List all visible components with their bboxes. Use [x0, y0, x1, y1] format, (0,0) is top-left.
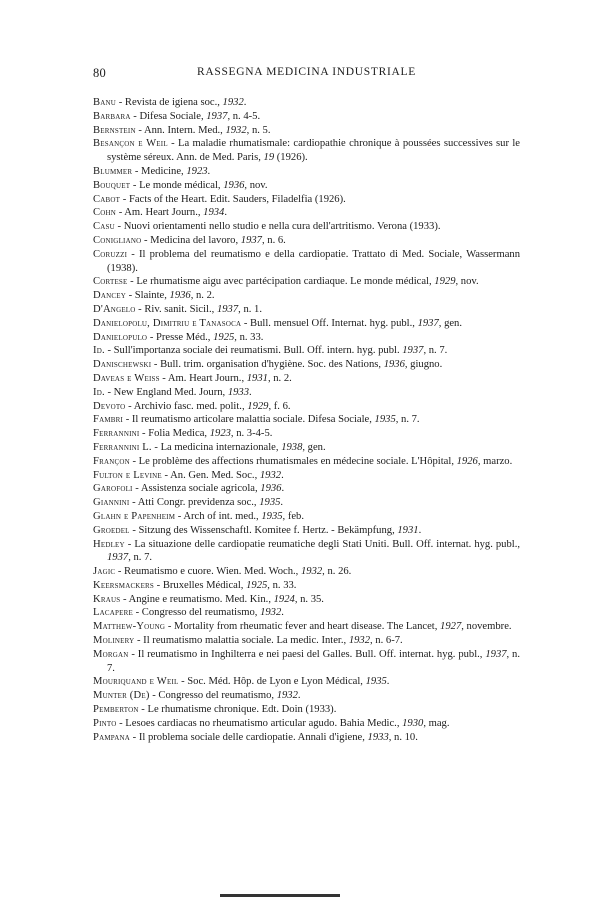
reference-year: 1932 — [259, 469, 282, 481]
reference-text: - Slainte, — [125, 290, 170, 302]
reference-author: D'Angelo — [93, 303, 136, 315]
reference-text: - Am. Heart Journ., — [159, 372, 247, 384]
reference-entry — [93, 344, 520, 358]
reference-text: - Mortality from rheumatic fever and heart disease. The Lancet, — [165, 621, 441, 633]
reference-author: Matthew-Young — [93, 621, 166, 633]
reference-entry — [93, 303, 520, 317]
reference-author: Coruzzi — [93, 248, 128, 260]
reference-author: Glahn e Papenheim — [93, 510, 176, 522]
reference-year: 1931 — [397, 524, 419, 536]
reference-entry — [93, 689, 520, 703]
reference-tail: , n. 33. — [267, 579, 297, 591]
reference-tail: (1926). — [274, 152, 308, 164]
reference-year: 1929 — [434, 276, 456, 288]
reference-entry — [93, 220, 520, 234]
reference-year: 1937 — [485, 648, 507, 660]
reference-tail: , marzo. — [477, 455, 513, 467]
reference-text: - Presse Méd., — [147, 331, 214, 343]
reference-text: - New England Med. Journ, — [104, 386, 228, 398]
reference-tail: , n. 26. — [322, 566, 352, 578]
reference-tail: , n. 1. — [238, 303, 262, 315]
reference-year: 19 — [263, 152, 275, 164]
reference-entry — [93, 179, 520, 193]
reference-year: 1937 — [206, 110, 228, 122]
reference-author: Fulton e Levine — [93, 469, 162, 481]
reference-author: Besançon e Weil — [93, 138, 168, 150]
reference-text: - Folia Medica, — [139, 428, 210, 440]
reference-text: - Riv. sanit. Sicil., — [135, 303, 217, 315]
reference-tail: , n. 7. — [107, 648, 521, 674]
reference-year: 1933 — [227, 386, 250, 398]
reference-year: 1936 — [383, 359, 405, 371]
reference-entry — [93, 524, 520, 538]
reference-author: Hedley — [93, 538, 125, 550]
reference-entry — [93, 634, 520, 648]
reference-tail: , n. 5. — [246, 124, 271, 136]
reference-author: Dancey — [93, 290, 126, 302]
reference-text: - Facts of the Heart. Edit. Sauders, Filadelfia (1926). — [120, 193, 346, 205]
reference-entry — [93, 620, 520, 634]
reference-text: - Bruxelles Médical, — [154, 579, 247, 591]
reference-text: - Il reumatismo malattia sociale. La medic. Inter., — [134, 635, 349, 647]
reference-entry — [93, 427, 520, 441]
reference-text: - Bull. trim. organisation d'hygiène. Soc. des Nations, — [151, 359, 384, 371]
reference-year: 1932 — [222, 97, 244, 108]
reference-author: Banu — [93, 97, 117, 108]
reference-entry — [93, 317, 520, 331]
reference-author: Morgan — [93, 648, 129, 660]
reference-author: Ferrannini L. — [93, 441, 152, 453]
reference-tail: , n. 35. — [294, 593, 324, 605]
reference-text: - Bull. mensuel Off. Internat. hyg. publ., — [241, 317, 418, 329]
reference-entry — [93, 538, 520, 566]
reference-text: - Le monde médical, — [130, 179, 224, 191]
reference-year: 1930 — [402, 717, 424, 729]
reference-text: - La maladie rhumatismale: cardiopathie chronique à poussées successives sur le système séreux. Ann. de Med. Paris, — [107, 138, 520, 164]
reference-year: 1935 — [261, 510, 283, 522]
reference-tail: , gen. — [438, 317, 463, 329]
reference-year: 1925 — [213, 331, 235, 343]
reference-text: - Arch of int. med., — [175, 510, 262, 522]
reference-entry — [93, 482, 520, 496]
reference-tail: , f. 6. — [268, 400, 291, 412]
reference-entry — [93, 206, 520, 220]
reference-text: - Le rhumatisme aigu avec partécipation cardiaque. Le monde médical, — [127, 276, 435, 288]
running-title: RASSEGNA MEDICINA INDUSTRIALE — [196, 66, 416, 78]
reference-tail: . — [207, 165, 211, 177]
reference-year: 1936 — [260, 483, 282, 495]
reference-text: - Sull'importanza sociale dei reumatismi. Bull. Off. intern. hyg. publ. — [104, 345, 403, 357]
reference-author: Bernstein — [93, 124, 136, 136]
reference-text: - Medicina del lavoro, — [141, 234, 241, 246]
reference-entry — [93, 96, 520, 110]
reference-entry — [93, 110, 520, 124]
reference-tail: , n. 7. — [128, 552, 153, 564]
reference-entry — [93, 703, 520, 717]
reference-author: Keersmackers — [93, 579, 155, 591]
reference-entry — [93, 510, 520, 524]
reference-text: - Ann. Intern. Med., — [135, 124, 226, 136]
reference-text: - Il reumatismo in Inghilterra e nei paesi del Galles. Bull. Off. internat. hyg. publ., — [128, 648, 486, 660]
page-bottom-rule — [220, 894, 340, 897]
reference-text: - Congresso del reumatismo, — [149, 690, 277, 702]
running-header — [93, 66, 520, 84]
reference-tail: , nov. — [455, 276, 479, 288]
reference-text: - Assistenza sociale agricola, — [132, 483, 261, 495]
reference-author: Lacapere — [93, 607, 133, 619]
reference-year: 1937 — [402, 345, 424, 357]
reference-author: Fambri — [93, 414, 124, 426]
reference-entry — [93, 441, 520, 455]
reference-entry — [93, 731, 520, 745]
reference-author: Cortese — [93, 276, 128, 288]
reference-tail: . — [281, 483, 285, 495]
reference-author: Bouquet — [93, 179, 131, 191]
reference-entry — [93, 565, 520, 579]
reference-year: 1932 — [300, 566, 323, 578]
reference-entry — [93, 234, 520, 248]
reference-year: 1936 — [223, 179, 245, 191]
reference-year: 1929 — [247, 400, 269, 412]
reference-entry — [93, 413, 520, 427]
reference-author: Cohn — [93, 207, 117, 219]
reference-text: - Reumatismo e cuore. Wien. Med. Woch., — [115, 566, 301, 578]
reference-text: - Medicine, — [132, 165, 187, 177]
reference-year: 1934 — [203, 207, 225, 219]
reference-entry — [93, 717, 520, 731]
reference-tail: , giugno. — [404, 359, 443, 371]
reference-tail: , n. 3-4-5. — [230, 428, 273, 440]
reference-text: - Sitzung des Wissenschaftl. Komitee f. Hertz. - Bekämpfung, — [129, 524, 398, 536]
reference-author: Id. — [93, 345, 105, 357]
reference-year: 1935 — [374, 414, 396, 426]
reference-year: 1936 — [169, 290, 191, 302]
reference-entry — [93, 331, 520, 345]
reference-text: - Revista de igiena soc., — [116, 97, 223, 108]
reference-author: Cabot — [93, 193, 121, 205]
reference-entry — [93, 137, 520, 165]
reference-author: Mouriquand e Weil — [93, 676, 179, 688]
reference-author: Ferrannini — [93, 428, 140, 440]
reference-author: Pemberton — [93, 704, 139, 716]
reference-text: - Le problème des affections rhumatismales en médecine sociale. L'Hôpital, — [129, 455, 457, 467]
reference-entry — [93, 400, 520, 414]
reference-text: - La situazione delle cardiopatie reumatiche degli Stati Uniti. Bull. Off. internat. hyg. publ., — [124, 538, 520, 550]
reference-text: - Le rhumatisme chronique. Edt. Doin (1933). — [138, 704, 337, 716]
reference-tail: , gen. — [302, 441, 326, 453]
reference-tail: , n. 33. — [234, 331, 264, 343]
reference-text: - Il problema del reumatismo e della cardiopatie. Trattato di Med. Sociale, Wassermann (1938). — [107, 248, 520, 274]
reference-entry — [93, 469, 520, 483]
reference-year: 1933 — [367, 731, 389, 743]
reference-year: 1935 — [259, 497, 281, 509]
reference-entry — [93, 248, 520, 276]
reference-year: 1925 — [246, 579, 268, 591]
reference-list — [93, 96, 520, 744]
reference-entry — [93, 386, 520, 400]
reference-tail: , n. 6. — [261, 234, 286, 246]
reference-tail: , mag. — [423, 717, 450, 729]
reference-author: Kraus — [93, 593, 121, 605]
reference-tail: . — [249, 386, 252, 398]
reference-year: 1937 — [417, 317, 439, 329]
reference-author: Blummer — [93, 165, 133, 177]
reference-author: Garofoli — [93, 483, 133, 495]
reference-year: 1937 — [107, 552, 129, 564]
reference-entry — [93, 606, 520, 620]
reference-author: Daveas e Weiss — [93, 372, 160, 384]
reference-text: - La medicina internazionale, — [151, 441, 282, 453]
reference-text: - Il problema sociale delle cardiopatie. Annali d'igiene, — [130, 731, 368, 743]
reference-year: 1931 — [246, 372, 268, 384]
reference-entry — [93, 675, 520, 689]
reference-year: 1923 — [209, 428, 231, 440]
reference-tail: , nov. — [244, 179, 268, 191]
reference-tail: , n. 6-7. — [370, 635, 403, 647]
reference-text: - Archivio fasc. med. polit., — [125, 400, 248, 412]
reference-author: Danielopolu, Dimitriu e Tanasoca — [93, 317, 242, 329]
reference-author: Françon — [93, 455, 130, 467]
reference-author: Pinto — [93, 717, 117, 729]
reference-author: Devoto — [93, 400, 126, 412]
reference-year: 1932 — [276, 690, 298, 702]
reference-tail: , n. 2. — [190, 290, 215, 302]
reference-author: Pampana — [93, 731, 130, 743]
reference-tail: , novembre. — [461, 621, 512, 633]
reference-author: Conigliano — [93, 234, 142, 246]
reference-text: - Difesa Sociale, — [130, 110, 207, 122]
reference-entry — [93, 358, 520, 372]
reference-year: 1938 — [281, 441, 303, 453]
reference-tail: , n. 7. — [395, 414, 420, 426]
reference-text: - Il reumatismo articolare malattia sociale. Difesa Sociale, — [123, 414, 375, 426]
reference-entry — [93, 165, 520, 179]
reference-tail: , n. 10. — [388, 731, 418, 743]
reference-tail: . — [281, 469, 284, 481]
reference-text: - Atti Congr. previdenza soc., — [129, 497, 260, 509]
reference-author: Barbara — [93, 110, 131, 122]
reference-tail: , n. 7. — [423, 345, 448, 357]
reference-entry — [93, 648, 520, 676]
reference-entry — [93, 372, 520, 386]
reference-author: Groedel — [93, 524, 130, 536]
reference-tail: . — [281, 607, 284, 619]
reference-year: 1937 — [240, 234, 262, 246]
reference-author: Danischewski — [93, 359, 152, 371]
reference-tail: , n. 2. — [267, 372, 292, 384]
reference-author: Danielopulo — [93, 331, 148, 343]
reference-tail: . — [297, 690, 301, 702]
reference-author: Jagic — [93, 566, 116, 578]
reference-year: 1924 — [273, 593, 295, 605]
reference-tail: . — [418, 524, 422, 536]
reference-year: 1932 — [260, 607, 282, 619]
reference-year: 1926 — [456, 455, 478, 467]
reference-entry — [93, 193, 520, 207]
reference-year: 1937 — [216, 303, 239, 315]
reference-text: - Soc. Méd. Hôp. de Lyon e Lyon Médical, — [178, 676, 366, 688]
reference-author: Munter (De) — [93, 690, 150, 702]
reference-text: - Lesoes cardiacas no rheumatismo articular agudo. Bahia Medic., — [116, 717, 403, 729]
reference-text: - Nuovi orientamenti nello studio e nella cura dell'artritismo. Verona (1933). — [114, 221, 441, 233]
reference-text: - Congresso del reumatismo, — [132, 607, 261, 619]
reference-text: - Angine e reumatismo. Med. Kin., — [120, 593, 274, 605]
page-number: 80 — [93, 66, 107, 80]
reference-author: Id. — [93, 386, 105, 398]
reference-tail: . — [386, 676, 390, 688]
reference-year: 1932 — [348, 635, 370, 647]
reference-year: 1935 — [365, 676, 387, 688]
reference-year: 1923 — [186, 165, 208, 177]
reference-entry — [93, 496, 520, 510]
reference-author: Molinery — [93, 635, 135, 647]
reference-entry — [93, 593, 520, 607]
reference-text: - An. Gen. Med. Soc., — [161, 469, 260, 481]
reference-entry — [93, 455, 520, 469]
reference-text: - Am. Heart Journ., — [116, 207, 204, 219]
reference-entry — [93, 124, 520, 138]
reference-tail: , n. 4-5. — [227, 110, 261, 122]
reference-entry — [93, 289, 520, 303]
reference-tail: , feb. — [282, 510, 305, 522]
reference-entry — [93, 579, 520, 593]
reference-year: 1927 — [440, 621, 462, 633]
reference-tail: . — [280, 497, 284, 509]
reference-year: 1932 — [225, 124, 247, 136]
reference-author: Casu — [93, 221, 115, 233]
reference-author: Giannini — [93, 497, 130, 509]
reference-tail: . — [224, 207, 227, 219]
reference-tail: . — [243, 97, 247, 108]
reference-entry — [93, 275, 520, 289]
